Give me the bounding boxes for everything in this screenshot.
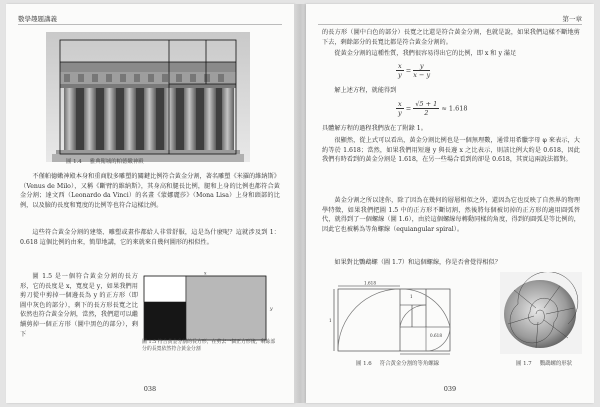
figure-label: 圖 1.4 bbox=[66, 159, 82, 165]
y-label: y bbox=[270, 307, 273, 312]
nautilus-figure bbox=[500, 272, 582, 354]
parthenon-image bbox=[46, 32, 250, 162]
body-paragraph: 如果對比鸚鵡螺（圖 1.7）和這個螺線，你是否會覺得相似？ bbox=[334, 259, 501, 266]
dimension-label: 1.618 bbox=[364, 280, 376, 286]
x-label: x bbox=[204, 272, 207, 277]
body-paragraph: 解上述方程，就能得到 bbox=[334, 87, 397, 94]
golden-rectangle-diagram bbox=[142, 272, 278, 346]
page-number: 038 bbox=[143, 385, 157, 393]
body-paragraph: 這些符合黃金分割的建築、雕塑或畫作都給人非常舒服，這是為什麼呢？這就涉及到 1：0.618 這個比例的由來，簡單地講，它的來就來自幾何圖形的相似性。 bbox=[20, 229, 280, 246]
equation-ratio: $\frac{x}{y}$ = $\frac{y}{x - y}$ bbox=[397, 62, 431, 79]
body-paragraph: 圖 1.5 是一個符合黃金分割的長方形，它的長度是 x，寬度是 y，如果我們用剪刀從中剪掉一個邊長為 y 的正方形（即圖中灰色的部分），剩下的長方形長寬之比依然也符合黃金分割，當然，我們還可以繼續剪掉一個正方形（圖中黑色的部分），剩下 bbox=[20, 273, 138, 338]
spiral-figure bbox=[322, 279, 490, 357]
golden-rectangle-figure bbox=[142, 272, 278, 346]
figure-1-6-caption bbox=[356, 359, 439, 367]
body-paragraph: 不僅帕德嫩神殿本身和重商股多雕塑的關鍵比例符合黃金分割，著名雕塑《米羅的維納斯》（Venus de Milo），又稱《斷臂的維納斯》，其身高和腿長比例，腿和上身的比例也都符合黃金分割；達文西（Leonardo da Vinci）的名畫《蒙娜麗莎》（Mona Lisa）上身和頭部的比例，以及臉的長度和寬度的比例等也符合這樣比例。 bbox=[20, 173, 280, 209]
figure-1-5-caption bbox=[142, 339, 278, 353]
caption-text: 符合黃金分割的等角螺線 bbox=[379, 361, 439, 367]
body-paragraph: 從黃金分割的這種性質，我們很容易得出它的比例，即 x 和 y 滿足 bbox=[334, 50, 517, 57]
body-paragraph: 的長方形（圖中白色的部分）長寬之比還是符合黃金分割，也就是說，如果我們這樣不斷地剪下去，剩餘部分的長寬比都是符合黃金分割的。 bbox=[322, 29, 580, 46]
dimension-label: 1 bbox=[329, 318, 332, 323]
body-paragraph: 很顯然，從上式可以看出，黃金分割比例也是一個無理數，通常用希臘字母 φ 來表示，大約等於 1.618；當然，如果我們用短邊 y 與長邊 x 之比表示，則該比例大約是 0.618，因此我們有時看到的黃金分割是 1.618，在另一些場合看到的卻是 0.618，其實這兩說法都對。 bbox=[322, 137, 580, 164]
dimension-label: 1 bbox=[410, 294, 413, 299]
left-page bbox=[6, 4, 294, 403]
running-head: 第一章 bbox=[562, 15, 582, 23]
right-page bbox=[306, 4, 594, 403]
figure-label: 圖 1.5 bbox=[142, 339, 157, 345]
header-rule bbox=[18, 24, 282, 25]
golden-spiral-diagram bbox=[322, 279, 490, 357]
page-number: 039 bbox=[443, 385, 457, 393]
parthenon-figure bbox=[46, 32, 250, 162]
header-rule bbox=[318, 24, 582, 25]
caption-text: 鸚鵡螺的形狀 bbox=[539, 361, 573, 367]
caption-text: 符合黃金分割的長方形，在剪去一個正方形後，剩餘部分的長寬依然符合黃金分割 bbox=[142, 339, 276, 352]
figure-label: 圖 1.6 bbox=[356, 361, 372, 367]
body-paragraph: 具體解方程的過程我們放在了附錄 1。 bbox=[322, 125, 427, 132]
running-head: 數學趣題講義 bbox=[18, 15, 57, 23]
body-paragraph: 黃金分割之所以迷你，除了因為在幾何的層層相似之外，還因為它也反映了自然界的物理學特徵，如果我們把圖 1.5 中的正方形不斷切割，然後將每個被切掉的正方形的適用圓弧替代，就得到了一個螺線（圖 1.6），由於這個螺線每轉動同樣的角度，得到的圓弧是等比例的，因此它也被稱為等角螺線（equiangular spiral）。 bbox=[322, 197, 580, 233]
equation-solution: $\frac{x}{y}$ = $\frac{√5 + 1}{2}$ ≈ 1.618 bbox=[397, 100, 468, 117]
figure-1-4-caption bbox=[66, 157, 246, 165]
caption-text: 雅典衛城的帕德嫩神殿 bbox=[89, 159, 144, 165]
dimension-label: 0.618 bbox=[430, 333, 442, 338]
figure-1-7-caption bbox=[516, 359, 572, 367]
nautilus-shell-image bbox=[500, 272, 582, 354]
book-spine bbox=[294, 4, 306, 403]
figure-label: 圖 1.7 bbox=[516, 361, 532, 367]
